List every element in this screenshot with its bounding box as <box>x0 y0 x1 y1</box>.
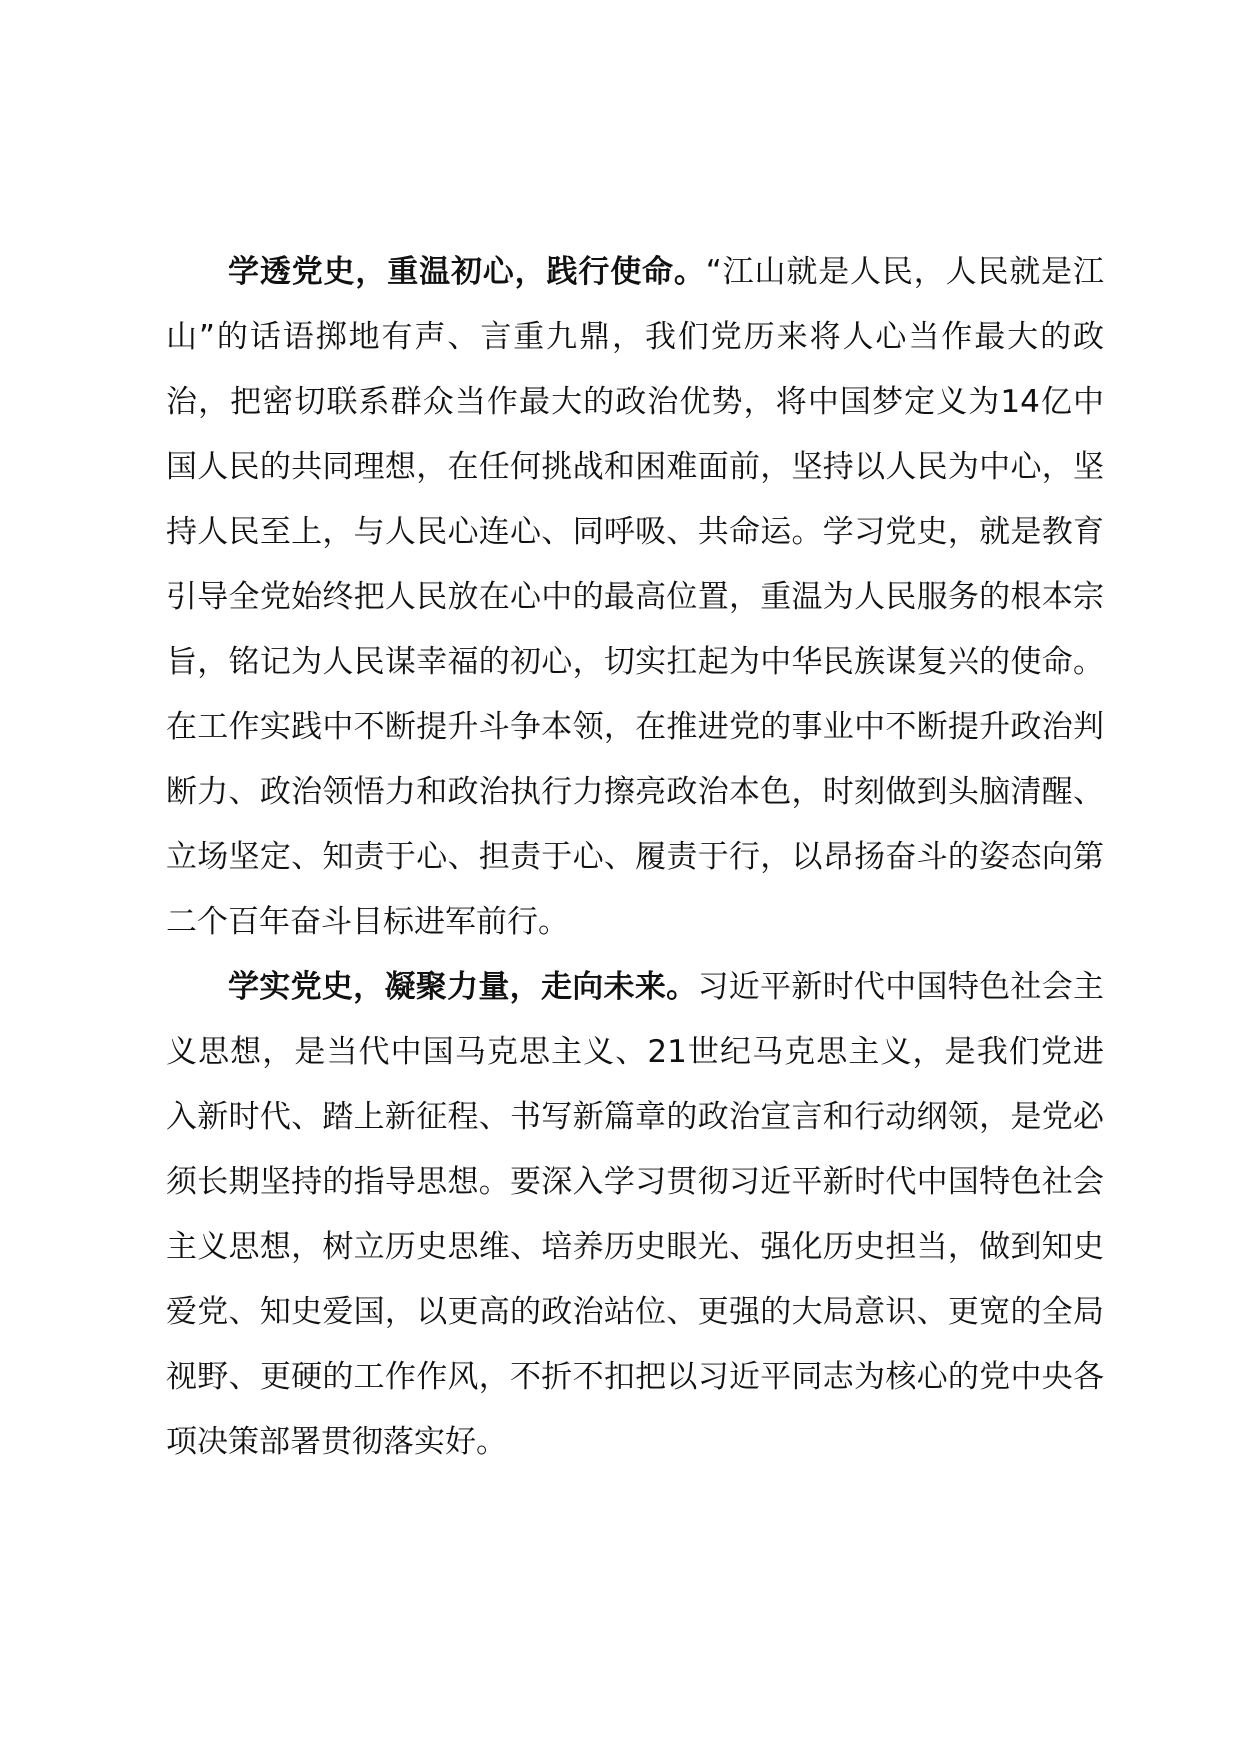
document-page <box>166 240 1104 1475</box>
paragraph-1-lead: 学透党史，重温初心，践行使命。 <box>228 254 706 290</box>
paragraph-2-body: 习近平新时代中国特色社会主义思想，是当代中国马克思主义、21世纪马克思主义，是我们党进入新时代、踏上新征程、书写新篇章的政治宣言和行动纲领，是党必须长期坚持的指导思想。要深入学习贯彻习近平新时代中国特色社会主义思想，树立历史思维、培养历史眼光、强化历史担当，做到知史爱党、知史爱国，以更高的政治站位、更强的大局意识、更宽的全局视野、更硬的工作作风，不折不扣把以习近平同志为核心的党中央各项决策部署贯彻落实好。 <box>166 969 1105 1460</box>
paragraph-1 <box>166 240 1104 955</box>
paragraph-2 <box>166 955 1104 1475</box>
paragraph-1-body: “江山就是人民，人民就是江山”的话语掷地有声、言重九鼎，我们党历来将人心当作最大的政治，把密切联系群众当作最大的政治优势，将中国梦定义为14亿中国人民的共同理想，在任何挑战和困难面前，坚持以人民为中心，坚持人民至上，与人民心连心、同呼吸、共命运。学习党史，就是教育引导全党始终把人民放在心中的最高位置，重温为人民服务的根本宗旨，铭记为人民谋幸福的初心，切实扛起为中华民族谋复兴的使命。在工作实践中不断提升斗争本领，在推进党的事业中不断提升政治判断力、政治领悟力和政治执行力擦亮政治本色，时刻做到头脑清醒、立场坚定、知责于心、担责于心、履责于行，以昂扬奋斗的姿态向第二个百年奋斗目标进军前行。 <box>166 254 1105 940</box>
paragraph-2-lead: 学实党史，凝聚力量，走向未来。 <box>228 969 698 1005</box>
